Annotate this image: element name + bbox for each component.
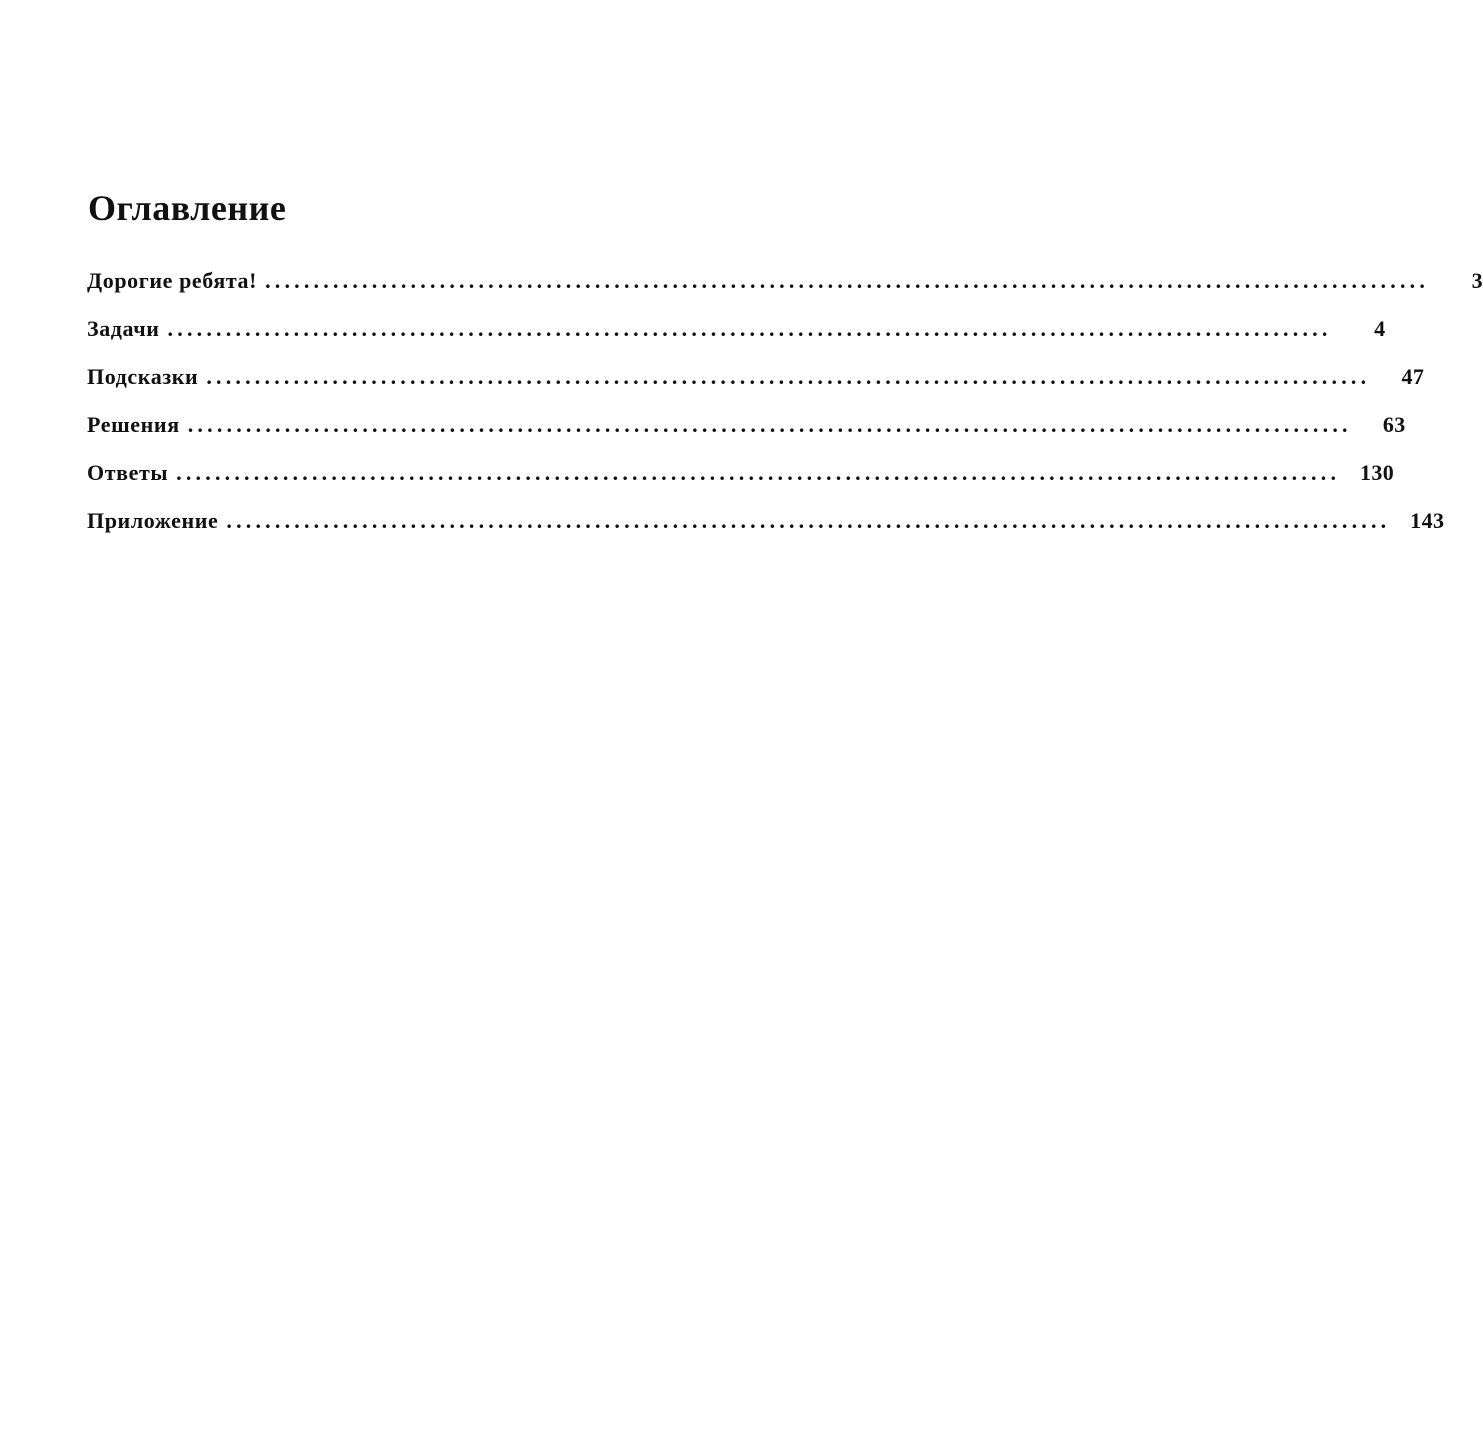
toc-dot-leader: ........................................................................................................................	[167, 316, 1332, 341]
toc-title: Оглавление	[88, 188, 287, 228]
toc-entry-page: 130	[1359, 460, 1395, 485]
toc-entry-label: Приложение	[87, 508, 219, 533]
toc-entry-label: Дорогие ребята!	[87, 268, 258, 293]
toc-entry-page: 63	[1382, 412, 1406, 437]
toc-entry-page: 47	[1401, 364, 1425, 389]
toc-dot-leader: ........................................................................................................................	[226, 508, 1391, 533]
toc-entry-page: 143	[1410, 508, 1445, 533]
toc-dot-leader: ........................................................................................................................	[176, 460, 1341, 485]
toc-entry	[87, 460, 1395, 510]
toc-entry-label: Ответы	[87, 460, 169, 485]
toc-entry-page: 4	[1374, 316, 1386, 341]
toc-dot-leader: ........................................................................................................................	[206, 364, 1371, 389]
toc-dot-leader: ........................................................................................................................	[187, 412, 1352, 437]
toc-dot-leader: ........................................................................................................................	[265, 268, 1430, 293]
toc-entry-label: Подсказки	[87, 364, 199, 389]
toc-entry	[87, 268, 1483, 318]
toc-entry	[87, 364, 1425, 414]
toc-entry	[87, 508, 1445, 558]
toc-list	[87, 268, 1483, 558]
toc-entry-page: 3	[1471, 268, 1483, 293]
toc-entry	[87, 316, 1386, 366]
toc-entry-label: Решения	[87, 412, 180, 437]
toc-entry-label: Задачи	[87, 316, 160, 341]
toc-entry	[87, 412, 1406, 462]
